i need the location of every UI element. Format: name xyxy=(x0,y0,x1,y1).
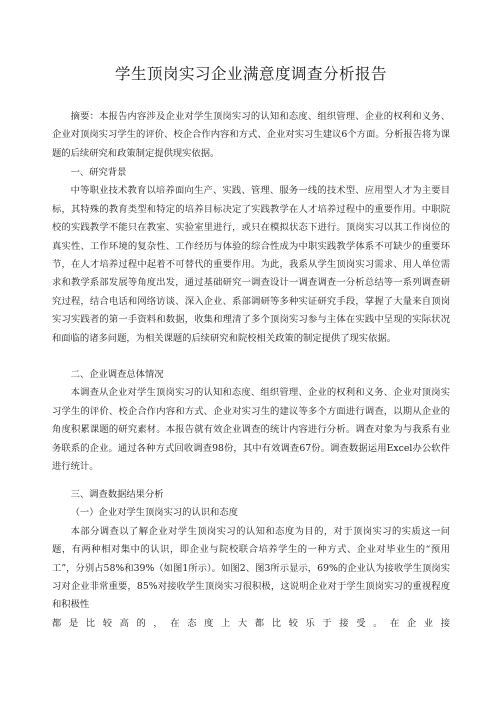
abstract-text: 摘要：本报告内容涉及企业对学生顶岗实习的认知和态度、组织管理、企业的权利和义务、企业对顶岗实习学生的评价、校企合作内容和方式、企业对实习生建议6个方面。分析报告将为课题的后续研究和政策制定提供现实依据。 xyxy=(52,111,450,159)
section-subheading: （一）企业对学生顶岗实习的认识和态度 xyxy=(70,507,238,519)
section-paragraph: 本部分调查以了解企业对学生顶岗实习的认知和态度为目的，对于顶岗实习的实质这一问题，有两种相对集中的认识，即企业与院校联合培养学生的一种方式、企业对毕业生的“预用工”，分别占58%和39%（如图1所示）。如图2、图3所示显示，69%的企业认为接收学生顶岗实习对企业非常重要，85%对接收学生顶岗实习很积极，这说明企业对于学生顶岗实习的重视程度和积极性 xyxy=(52,525,450,611)
section-paragraph-last-line: 都是比较高的，在态度上大都比较乐于接受。在企业接 xyxy=(52,617,450,629)
section-data-analysis xyxy=(52,486,450,633)
page-title: 学生顶岗实习企业满意度调查分析报告 xyxy=(114,65,387,83)
section-heading: 三、调查数据结果分析 xyxy=(70,489,164,500)
section-research-background xyxy=(52,164,450,348)
section-heading: 一、研究背景 xyxy=(70,167,127,178)
section-survey-overview xyxy=(52,366,450,476)
abstract xyxy=(52,108,450,163)
section-paragraph: 本调查从企业对学生顶岗实习的认知和态度、组织管理、企业的权利和义务、企业对顶岗实习学生的评价、校企合作内容和方式、企业对实习生的建议等多个方面进行调查，以期从企业的角度积累课题的研究素材。本报告就有效企业调查的统计内容进行分析。调查对象为与我系有业务联系的企业。通过各种方式回收调查98份，其中有效调查67份。调查数据运用Excel办公软件进行统计。 xyxy=(52,387,450,473)
section-heading: 二、企业调查总体情况 xyxy=(70,369,164,380)
section-paragraph: 中等职业技术教育以培养面向生产、实践、管理、服务一线的技术型、应用型人才为主要目标，其特殊的教育类型和特定的培养目标决定了实践教学在人才培养过程中的重要作用。中职院校的实践教学不能只在教室、实验室里进行，或只在模拟状态下进行。顶岗实习以其工作岗位的真实性、工作环境的复杂性、工作经历与体验的综合性成为中职实践教学体系不可缺少的重要环节，在人才培养过程中起着不可替代的重要作用。为此，我系从学生顶岗实习需求、用人单位需求和教学系部发展等角度出发，通过基础研究一调查设计一调查调查一分析总结等一系列调查研究过程，结合电话和网络访谈、深入企业、系部调研等多种实证研究手段，掌握了大量来自顶岗实习实践者的第一手资料和数据，收集和理清了多个顶岗实习参与主体在实践中呈现的实际状况和面临的诸多问题，为相关课题的后续研究和院校相关政策的制定提供了现实依据。 xyxy=(52,185,450,344)
